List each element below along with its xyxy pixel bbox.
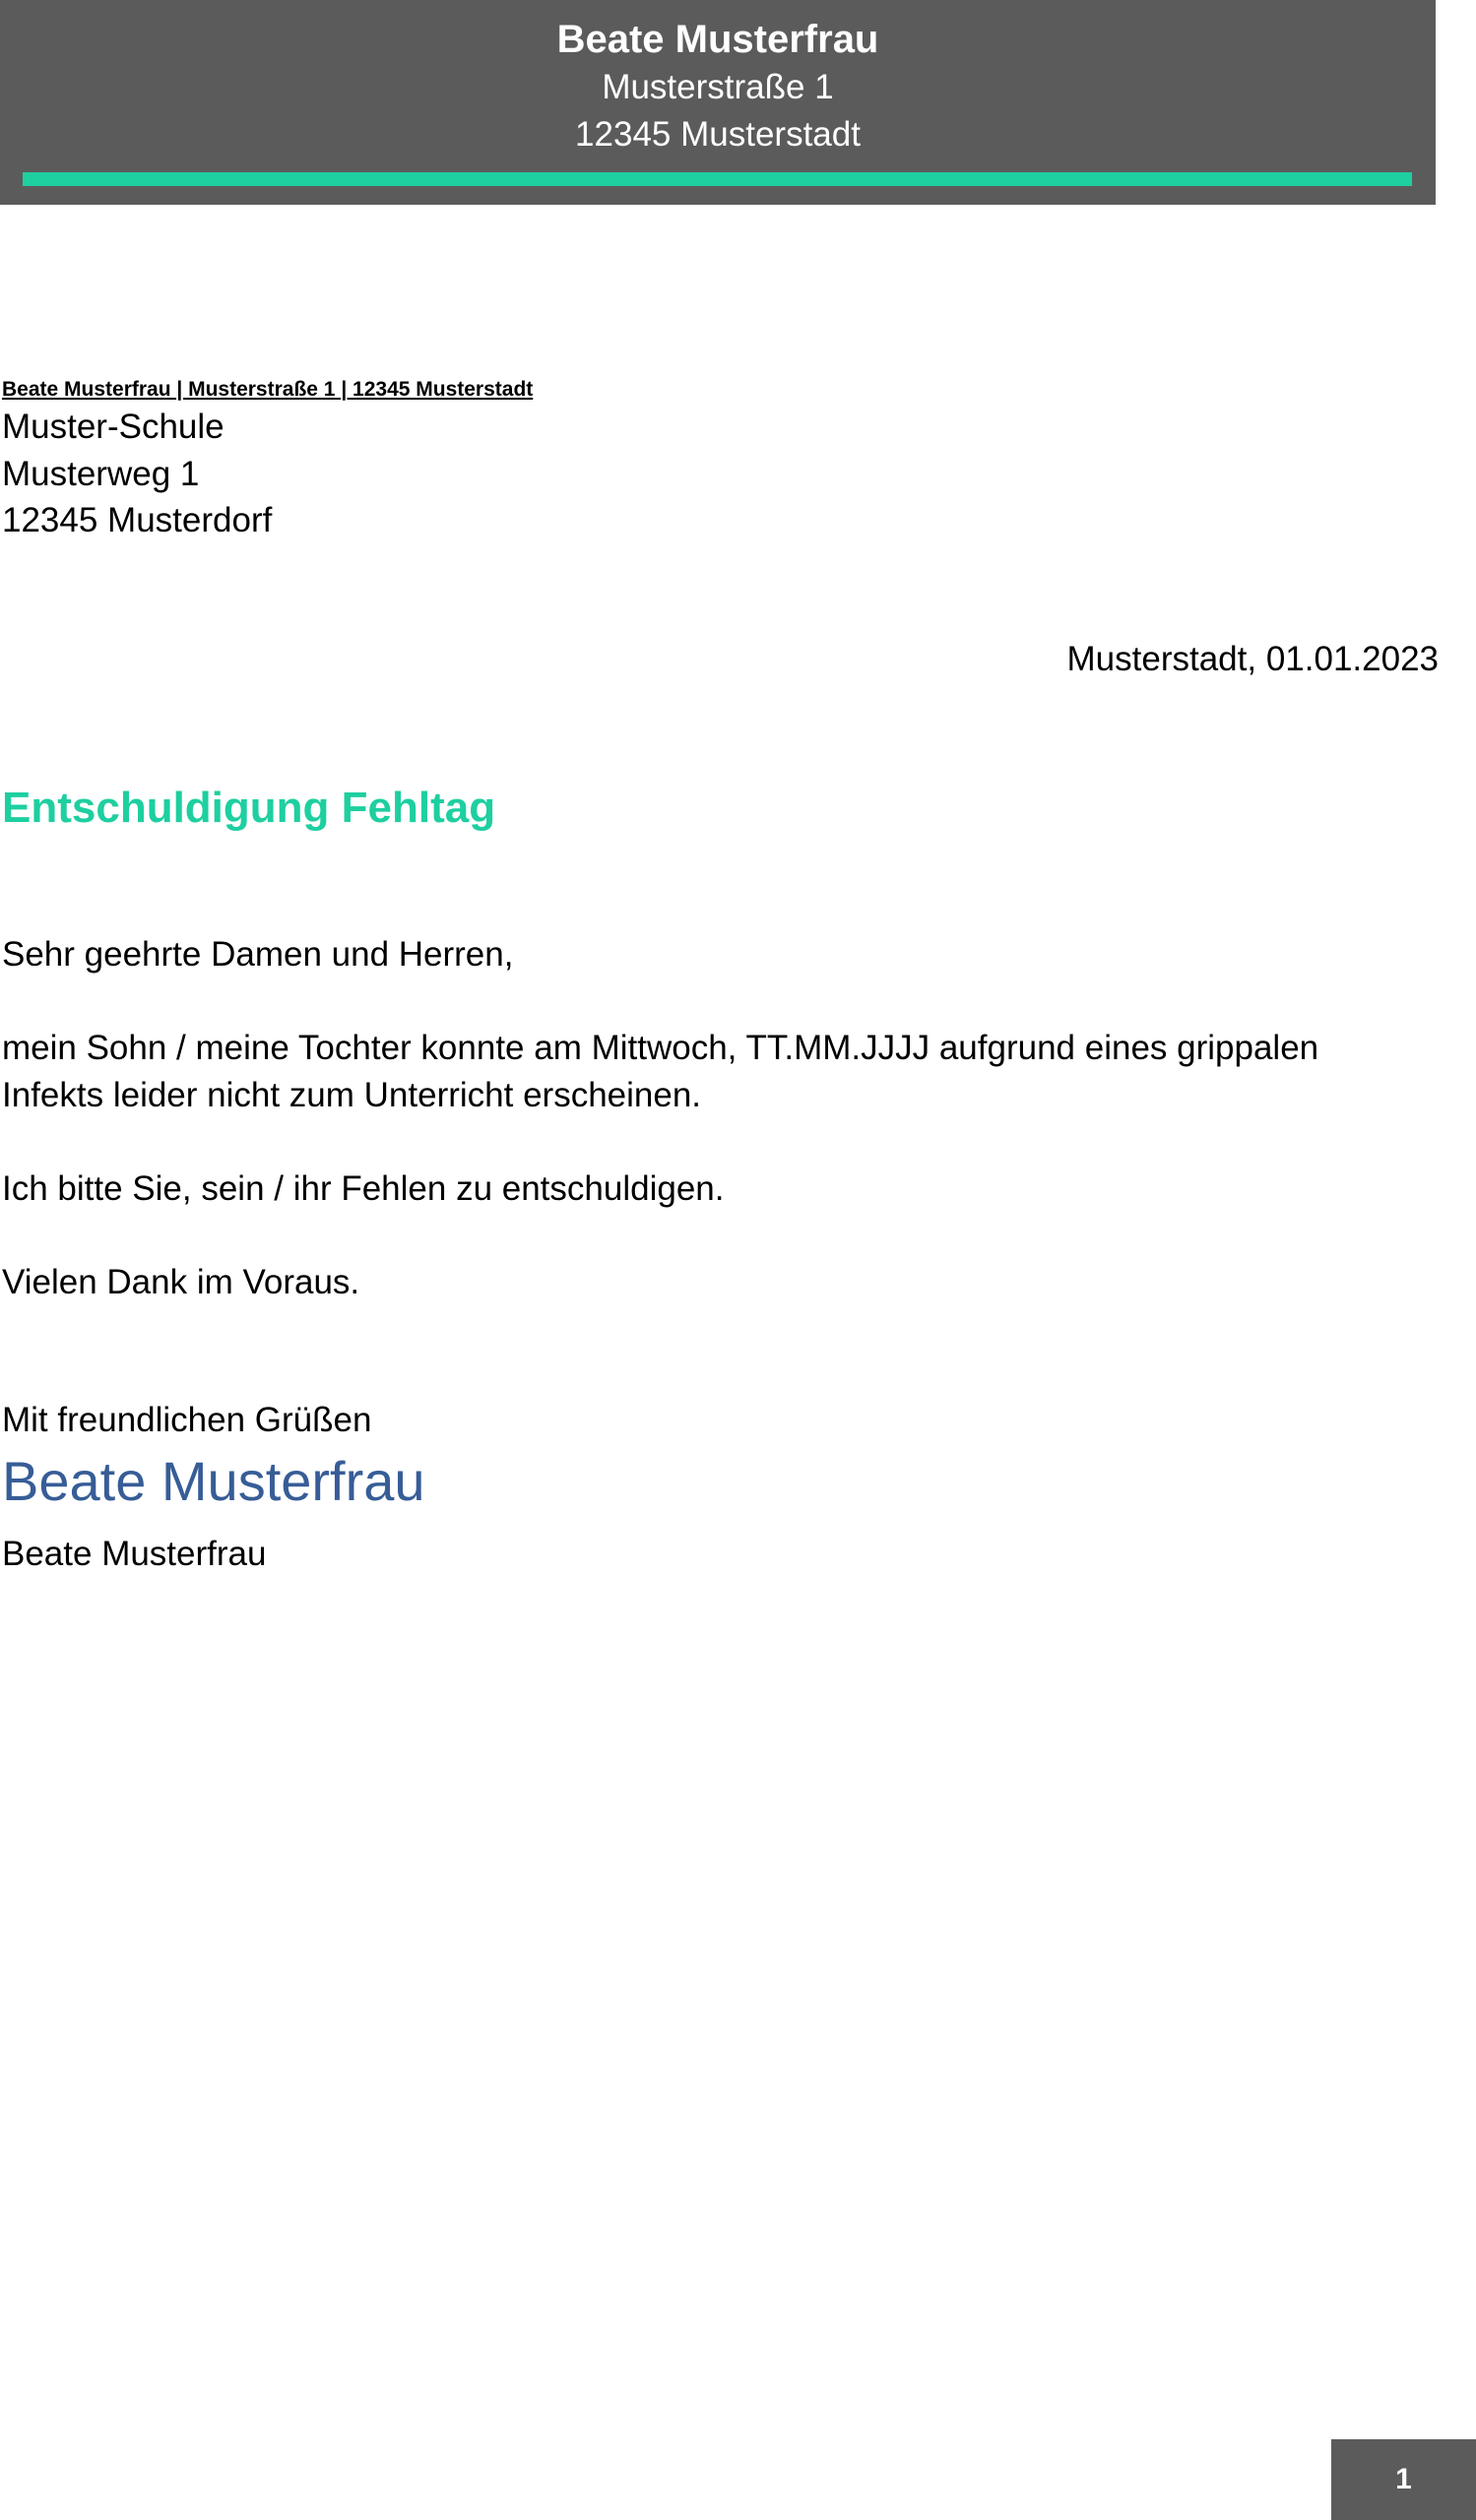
letterhead-name: Beate Musterfrau	[556, 18, 879, 61]
letter-body	[2, 931, 1400, 1353]
letterhead	[0, 0, 1436, 205]
letter-date: Musterstadt, 01.01.2023	[1066, 640, 1439, 678]
recipient-city: 12345 Musterdorf	[2, 501, 273, 539]
signature: Beate Musterfrau	[2, 1450, 425, 1512]
recipient-name: Muster-Schule	[2, 408, 225, 446]
body-paragraph-3: Vielen Dank im Voraus.	[2, 1262, 360, 1301]
signer-name: Beate Musterfrau	[2, 1535, 267, 1573]
closing-phrase: Mit freundlichen Grüßen	[2, 1401, 372, 1439]
page-number: 1	[1331, 2439, 1476, 2520]
letterhead-street: Musterstraße 1	[602, 68, 834, 106]
body-paragraph-2: Ich bitte Sie, sein / ihr Fehlen zu entschuldigen.	[2, 1168, 725, 1208]
salutation: Sehr geehrte Damen und Herren,	[2, 935, 514, 974]
letterhead-city: 12345 Musterstadt	[575, 115, 861, 154]
body-paragraph-1: mein Sohn / meine Tochter konnte am Mittwoch, TT.MM.JJJJ aufgrund eines grippalen Infekts leider nicht zum Unterricht erscheinen.	[2, 1029, 1319, 1114]
letterhead-accent-bar	[23, 172, 1412, 186]
sender-return-address: Beate Musterfrau | Musterstraße 1 | 12345 Musterstadt	[2, 378, 534, 401]
recipient-street: Musterweg 1	[2, 454, 200, 493]
letter-subject: Entschuldigung Fehltag	[2, 784, 496, 832]
recipient-address	[2, 404, 272, 544]
